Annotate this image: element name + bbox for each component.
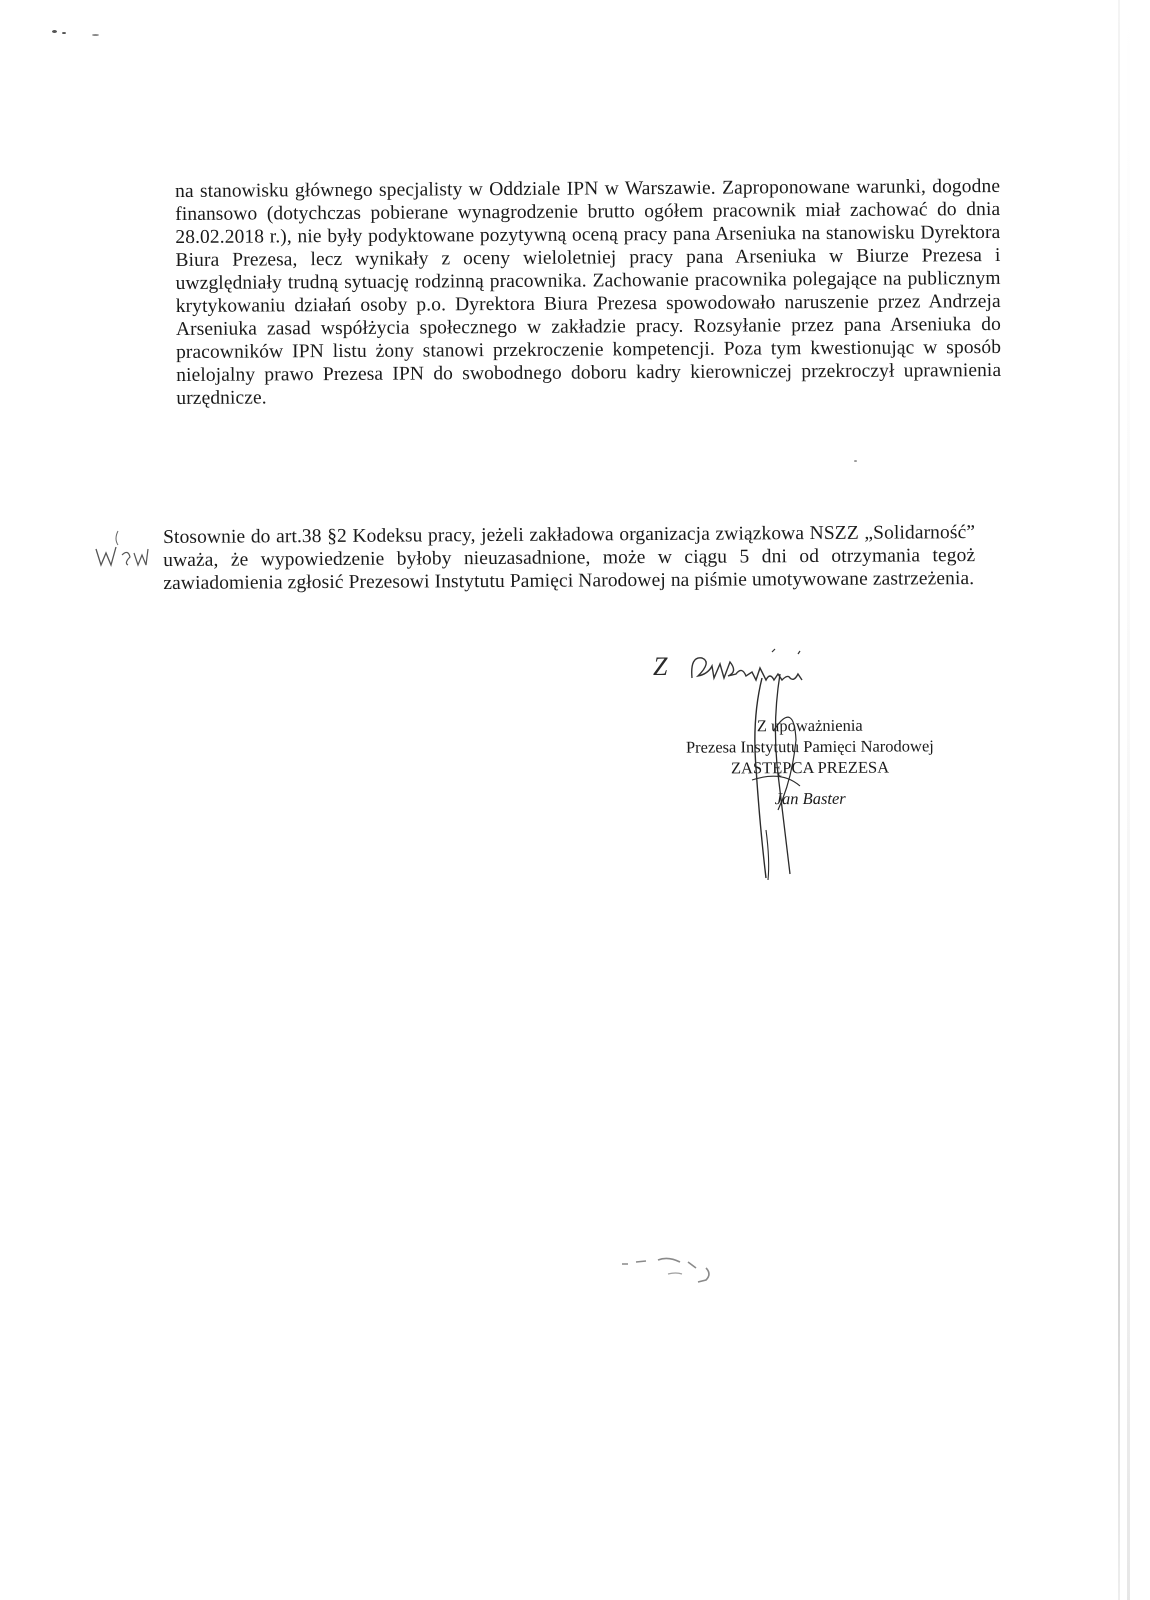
signature-authorization: Z upoważnienia: [756, 715, 863, 736]
handwritten-signature: [730, 670, 820, 885]
margin-handwritten-mark: [92, 527, 152, 572]
signature-name: Jan Baster: [774, 788, 846, 809]
signature-role: ZASTĘPCA PREZESA: [730, 757, 890, 778]
scan-speck: [52, 30, 57, 33]
handwritten-prefix: Z: [653, 652, 668, 681]
scan-speck: [62, 32, 66, 34]
scan-edge: [1118, 0, 1120, 1600]
scan-speck: [854, 460, 857, 462]
scan-edge-shadow: [1127, 0, 1130, 1600]
signature-office: Prezesa Instytutu Pamięci Narodowej: [685, 736, 934, 757]
paragraph-termination-reasons: na stanowisku głównego specjalisty w Oddziale IPN w Warszawie. Zaproponowane warunki, dogodne finansowo (dotychczas pobierane wynagrodzenie brutto ogółem pracownik miał zachować do dnia 28.02.2018 r.), nie były podyktowane pozytywną oceną pracy pana Arseniuka na stanowisku Dyrektora Biura Prezesa, lecz wynikały z oceny wieloletniej pracy pana Arseniuka w Biurze Prezesa i uwzględniały trudną sytuację rodzinną pracownika. Zachowanie pracownika polegające na publicznym krytykowaniu działań osoby p.o. Dyrektora Biura Prezesa spowodowało naruszenie przez Andrzeja Arseniuka zasad współżycia społecznego w zakładzie pracy. Rozsyłanie przez pana Arseniuka do pracowników IPN listu żony stanowi przekroczenie kompetencji. Poza tym kwestionując w sposób nielojalny prawo Prezesa IPN do swobodnego doboru kadry kierowniczej przekroczył uprawnienia urzędnicze.: [175, 175, 1002, 409]
scan-smudge: [618, 1250, 728, 1290]
paragraph-union-notice: Stosownie do art.38 §2 Kodeksu pracy, jeżeli zakładowa organizacja związkowa NSZZ „Solidarność” uważa, że wypowiedzenie byłoby nieuzasadnione, może w ciągu 5 dni od otrzymania tegoż zawiadomienia zgłosić Prezesowi Instytutu Pamięci Narodowej na piśmie umotywowane zastrzeżenia.: [163, 521, 976, 594]
scan-speck: [92, 34, 99, 36]
